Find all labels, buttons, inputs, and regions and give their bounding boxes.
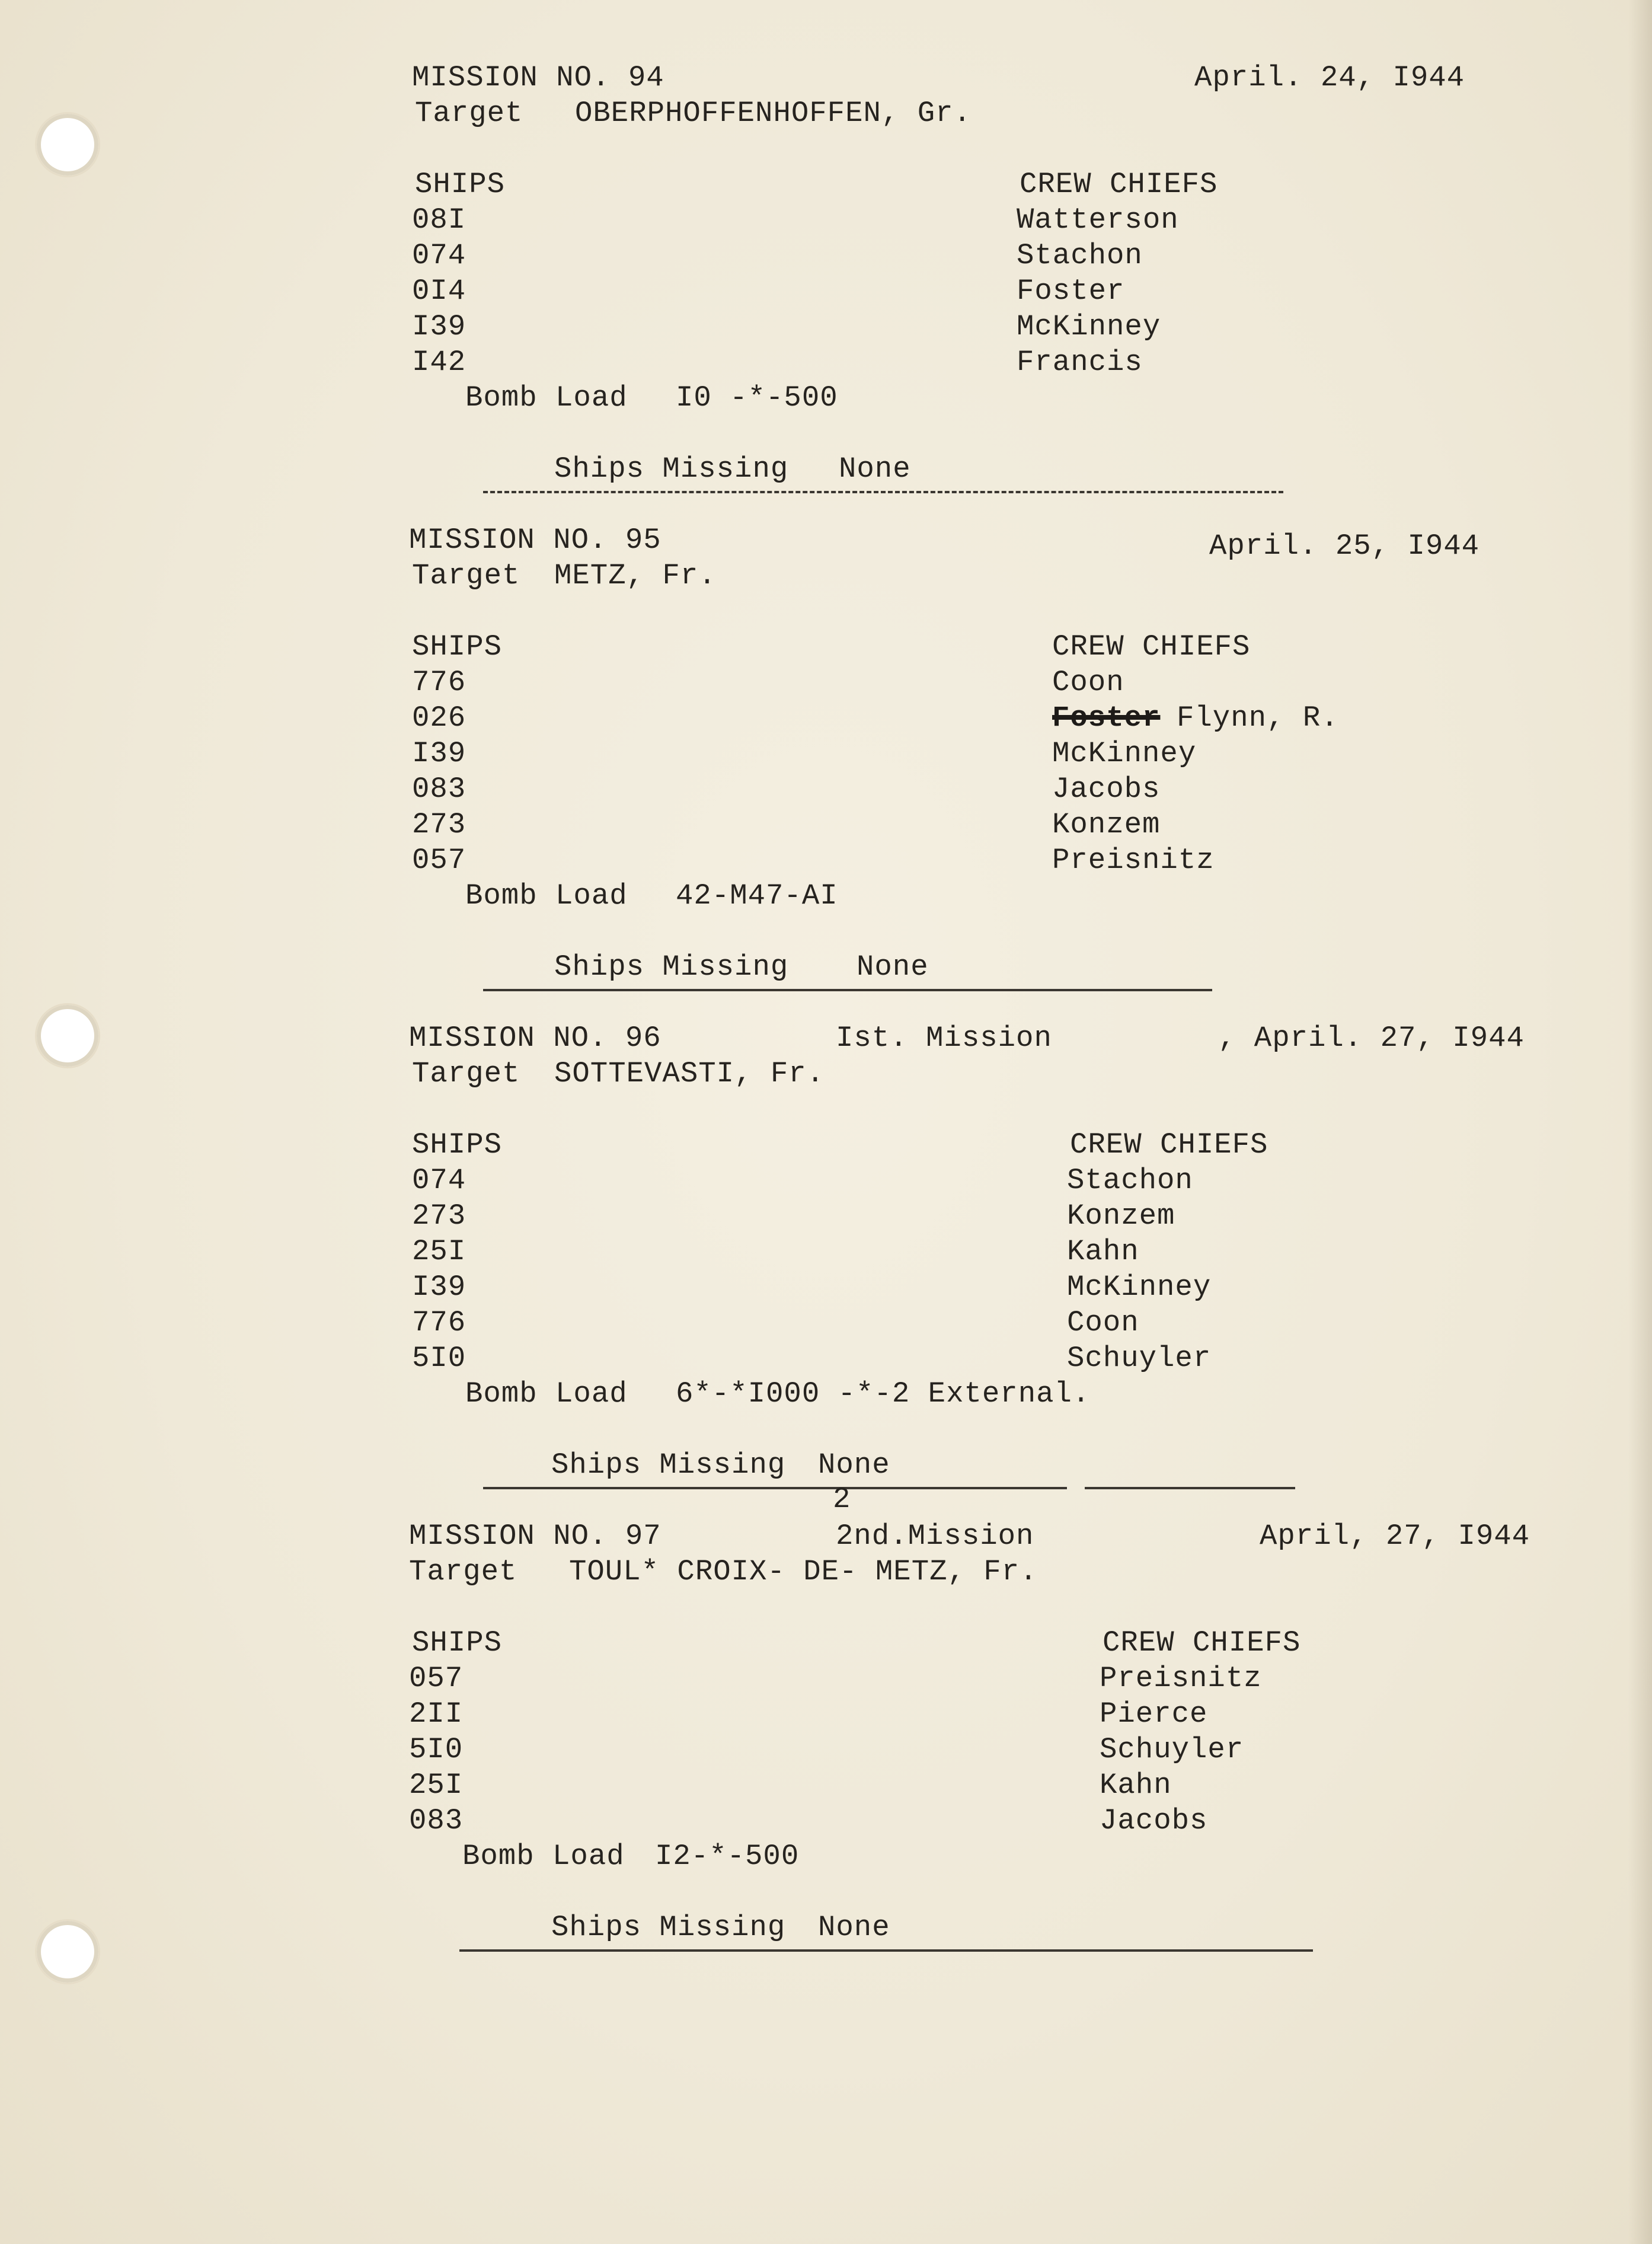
mission-divider-line	[1085, 1487, 1295, 1489]
ships-missing-value: None	[818, 1911, 890, 1944]
ship-number: 25I	[412, 1235, 466, 1268]
ship-number: I39	[412, 1271, 466, 1304]
crew-chief-name: Watterson	[1017, 203, 1179, 237]
bomb-load-label: Bomb Load	[465, 879, 628, 912]
ships-missing-label: Ships Missing	[554, 452, 789, 486]
ship-number: 074	[412, 1164, 466, 1197]
target-label: Target	[415, 97, 523, 130]
ship-number: 083	[412, 773, 466, 806]
struck-through-name: Foster	[1052, 701, 1161, 735]
crew-chief-name: McKinney	[1067, 1271, 1212, 1304]
crew-chief-name: Preisnitz	[1052, 844, 1215, 877]
ship-number: 057	[409, 1662, 464, 1695]
crew-chief-name: Konzem	[1052, 808, 1161, 841]
binder-hole	[37, 1005, 98, 1067]
ship-number: I39	[412, 737, 466, 770]
ship-number: 25I	[409, 1769, 464, 1802]
bomb-load-label: Bomb Load	[465, 381, 628, 414]
target-label: Target	[412, 1057, 520, 1090]
target-name: TOUL* CROIX- DE- METZ, Fr.	[569, 1555, 1038, 1588]
binder-hole	[37, 114, 98, 175]
ships-missing-label: Ships Missing	[551, 1911, 786, 1944]
crew-chief-name: Pierce	[1100, 1697, 1208, 1731]
ship-number: 0I4	[412, 274, 466, 308]
crew-chief-name: Jacobs	[1100, 1804, 1208, 1837]
ships-missing-label: Ships Missing	[554, 950, 789, 984]
mission-number: MISSION NO. 96	[409, 1022, 662, 1055]
target-name: OBERPHOFFENHOFFEN, Gr.	[575, 97, 972, 130]
crew-chief-name: McKinney	[1017, 310, 1161, 343]
ship-number: 08I	[412, 203, 466, 237]
mission-date: April. 24, I944	[1194, 61, 1465, 94]
ship-number: 776	[412, 1306, 466, 1339]
crew-chief-name: Francis	[1017, 346, 1143, 379]
ships-missing-value: None	[818, 1448, 890, 1482]
ship-number: 776	[412, 666, 466, 699]
ships-missing-value: None	[839, 452, 911, 486]
crew-chief-name: Schuyler	[1067, 1342, 1212, 1375]
crew-chiefs-header: CREW CHIEFS	[1020, 168, 1218, 201]
bomb-load-value: I2-*-500	[655, 1840, 800, 1873]
ships-missing-label: Ships Missing	[551, 1448, 786, 1482]
target-label: Target	[409, 1555, 517, 1588]
crew-chief-name: Kahn	[1100, 1769, 1172, 1802]
crew-chief-name: Coon	[1067, 1306, 1139, 1339]
crew-chief-name: McKinney	[1052, 737, 1197, 770]
ship-number: 5I0	[412, 1342, 466, 1375]
mission-date: April. 25, I944	[1209, 529, 1480, 563]
mission-date: , April. 27, I944	[1218, 1022, 1525, 1055]
mission-number: MISSION NO. 95	[409, 524, 662, 557]
mission-note: 2nd.Mission	[836, 1520, 1034, 1553]
ship-number: I39	[412, 310, 466, 343]
crew-chief-name: Schuyler	[1100, 1733, 1244, 1766]
ship-number: 074	[412, 239, 466, 272]
ship-number: 083	[409, 1804, 464, 1837]
crew-chief-name: Stachon	[1067, 1164, 1193, 1197]
ships-header: SHIPS	[415, 168, 506, 201]
crew-chiefs-header: CREW CHIEFS	[1052, 630, 1251, 663]
mission-divider-line	[483, 989, 1212, 991]
mission-number: MISSION NO. 94	[412, 61, 664, 94]
mission-note: Ist. Mission	[836, 1022, 1052, 1055]
ships-header: SHIPS	[412, 1128, 503, 1161]
crew-chief-name: Flynn, R.	[1177, 701, 1339, 735]
crew-chief-name: Coon	[1052, 666, 1124, 699]
bomb-load-label: Bomb Load	[465, 1377, 628, 1410]
crew-chiefs-header: CREW CHIEFS	[1070, 1128, 1268, 1161]
mission-divider-line	[483, 491, 1283, 493]
ship-number: 273	[412, 1199, 466, 1233]
mission-divider-line	[459, 1949, 1313, 1952]
bomb-load-value: I0 -*-500	[676, 381, 838, 414]
ship-number: 057	[412, 844, 466, 877]
crew-chief-name: Konzem	[1067, 1199, 1175, 1233]
crew-chief-name: Jacobs	[1052, 773, 1161, 806]
crew-chief-name: Foster	[1017, 274, 1125, 308]
ship-number: 026	[412, 701, 466, 735]
bomb-load-value: 42-M47-AI	[676, 879, 838, 912]
ships-header: SHIPS	[412, 1626, 503, 1659]
ship-number: I42	[412, 346, 466, 379]
crew-chief-name: Preisnitz	[1100, 1662, 1262, 1695]
mission-divider-line	[483, 1487, 1067, 1489]
target-name: SOTTEVASTI, Fr.	[554, 1057, 825, 1090]
page-edge-shadow	[1628, 0, 1652, 2244]
ship-number: 5I0	[409, 1733, 464, 1766]
bomb-load-label: Bomb Load	[462, 1840, 625, 1873]
crew-chiefs-header: CREW CHIEFS	[1103, 1626, 1301, 1659]
binder-hole	[37, 1921, 98, 1983]
crew-chief-name: Kahn	[1067, 1235, 1139, 1268]
ships-header: SHIPS	[412, 630, 503, 663]
target-label: Target	[412, 559, 520, 592]
bomb-load-value: 6*-*I000 -*-2 External.	[676, 1377, 1091, 1410]
mission-date: April, 27, I944	[1260, 1520, 1530, 1553]
handwritten-annotation: 2	[833, 1483, 851, 1516]
mission-number: MISSION NO. 97	[409, 1520, 662, 1553]
target-name: METZ, Fr.	[554, 559, 717, 592]
crew-chief-name: Stachon	[1017, 239, 1143, 272]
ships-missing-value: None	[857, 950, 929, 984]
ship-number: 273	[412, 808, 466, 841]
ship-number: 2II	[409, 1697, 464, 1731]
